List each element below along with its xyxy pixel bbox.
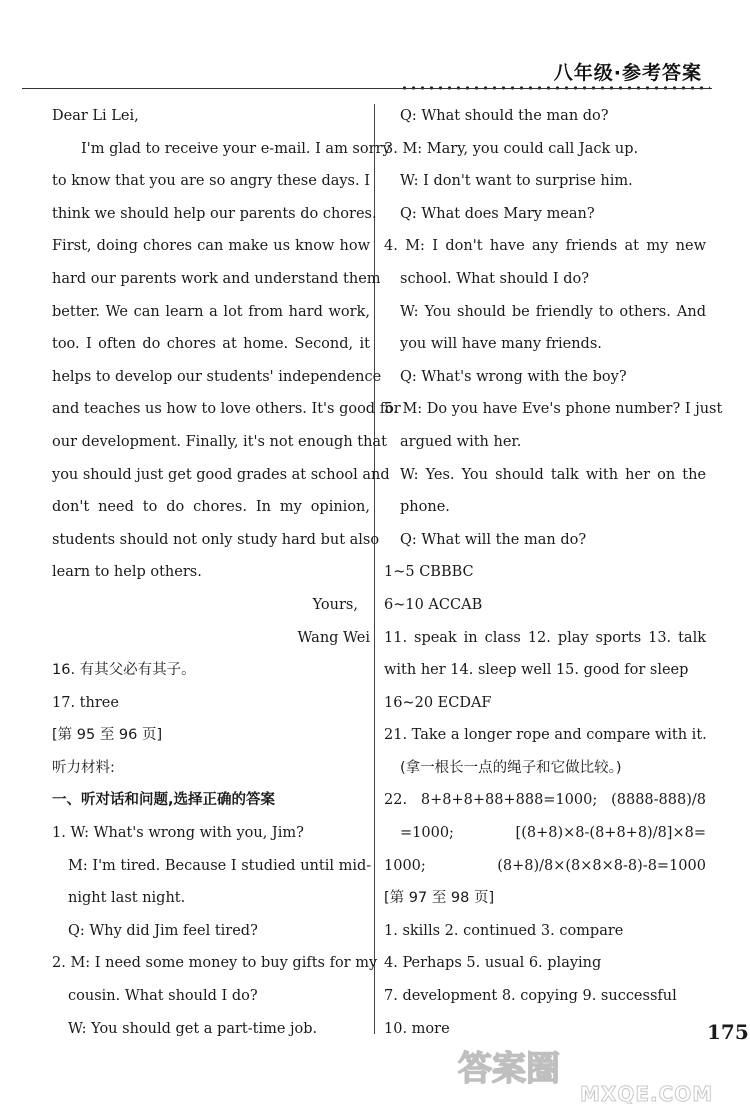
left-column [52, 100, 401, 1045]
dialog-line: W: You should get a part-time job. [68, 1020, 318, 1037]
vocab-answers: 10. more [384, 1020, 450, 1037]
answer-16: 16. 有其父必有其子。 [52, 662, 196, 679]
svg-text:答案圈: 答案圈 [458, 1049, 560, 1089]
answer-22-cont: =1000; [(8+8)×8-(8+8+8)/8]×8= [400, 825, 706, 842]
dialog-line: 5. M: Do you have Eve's phone number? I just [384, 401, 723, 418]
dialog-line: cousin. What should I do? [68, 988, 258, 1005]
watermark-logo-icon [452, 1046, 748, 1104]
header-rule [22, 88, 712, 89]
letter-closing: Yours, [312, 596, 358, 613]
right-column [384, 100, 723, 1045]
dialog-line: Q: What's wrong with the boy? [400, 368, 627, 385]
letter-line: too. I often do chores at home. Second, it [52, 336, 370, 353]
answers-16-20: 16~20 ECDAF [384, 694, 492, 711]
dialog-line: phone. [400, 499, 450, 516]
dialog-line: school. What should I do? [400, 270, 590, 287]
letter-greeting: Dear Li Lei, [52, 108, 139, 124]
dialog-line: W: I don't want to surprise him. [400, 173, 633, 190]
letter-line: you should just get good grades at school and [52, 466, 390, 483]
dialog-line: argued with her. [400, 433, 522, 450]
answer-21-translation: (拿一根长一点的绳子和它做比较。) [400, 759, 622, 776]
letter-line: think we should help our parents do chores. [52, 205, 377, 222]
page-range-heading: [第 95 至 96 页] [52, 727, 163, 744]
section-title: 一、听对话和问题,选择正确的答案 [52, 792, 276, 809]
letter-line: I'm glad to receive your e-mail. I am sorry [81, 140, 391, 157]
dialog-line: 2. M: I need some money to buy gifts for my [52, 955, 378, 972]
letter-signature: Wang Wei [297, 629, 370, 646]
dialog-line: Q: Why did Jim feel tired? [68, 922, 258, 939]
header-title: 八年级·参考答案 [553, 62, 702, 84]
listening-title: 听力材料: [52, 759, 115, 776]
dialog-line: W: Yes. You should talk with her on the [400, 466, 706, 483]
answers-1-5: 1~5 CBBBC [384, 564, 474, 581]
page-number: 175 [707, 1020, 749, 1044]
letter-line: learn to help others. [52, 564, 202, 581]
answers-11-15: 11. speak in class 12. play sports 13. talk [384, 629, 706, 646]
vocab-answers: 4. Perhaps 5. usual 6. playing [384, 955, 602, 972]
vocab-answers: 1. skills 2. continued 3. compare [384, 922, 624, 939]
page-range-heading: [第 97 至 98 页] [384, 890, 495, 907]
dialog-line: 1. W: What's wrong with you, Jim? [52, 825, 304, 842]
dialog-line: M: I'm tired. Because I studied until mid- [68, 857, 372, 874]
answer-17: 17. three [52, 694, 119, 711]
answer-21: 21. Take a longer rope and compare with it. [384, 727, 707, 744]
vocab-answers: 7. development 8. copying 9. successful [384, 988, 677, 1005]
dialog-line: night last night. [68, 890, 186, 907]
dialog-line: 4. M: I don't have any friends at my new [384, 238, 706, 255]
letter-line: First, doing chores can make us know how [52, 238, 370, 255]
column-divider [374, 104, 375, 1034]
dialog-line: you will have many friends. [400, 336, 602, 353]
watermark-logo [452, 1046, 748, 1104]
letter-line: and teaches us how to love others. It's good for [52, 401, 401, 418]
dialog-line: Q: What will the man do? [400, 531, 587, 548]
answer-22: 22. 8+8+8+88+888=1000; (8888-888)/8 [384, 792, 706, 809]
svg-text:MXQE.COM: MXQE.COM [580, 1082, 714, 1104]
letter-line: hard our parents work and understand them [52, 270, 381, 287]
dialog-line: W: You should be friendly to others. And [400, 303, 706, 320]
letter-line: students should not only study hard but also [52, 531, 380, 548]
dialog-line: Q: What does Mary mean? [400, 205, 595, 222]
answer-22-cont: 1000; (8+8)/8×(8×8×8-8)-8=1000 [384, 857, 706, 874]
answers-6-10: 6~10 ACCAB [384, 596, 483, 613]
answers-11-15-cont: with her 14. sleep well 15. good for sleep [384, 662, 689, 679]
letter-line: better. We can learn a lot from hard work, [52, 303, 370, 320]
letter-line: our development. Finally, it's not enough that [52, 433, 387, 450]
dialog-line: 3. M: Mary, you could call Jack up. [384, 140, 639, 157]
letter-line: to know that you are so angry these days. I [52, 173, 370, 190]
letter-line: helps to develop our students' independence [52, 368, 382, 385]
letter-line: don't need to do chores. In my opinion, [52, 499, 370, 516]
dialog-line: Q: What should the man do? [400, 108, 609, 124]
